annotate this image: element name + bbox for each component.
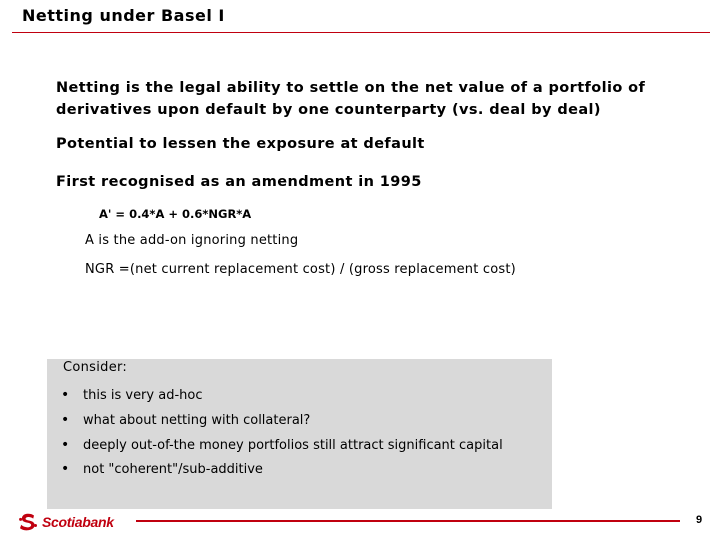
bullet-text: what about netting with collateral? [83,412,311,428]
consider-bullet [61,387,202,403]
title-divider [12,32,710,33]
brand-name: Scotiabank [42,514,114,530]
paragraph-exposure: Potential to lessen the exposure at default [56,136,425,152]
consider-box [47,359,552,509]
page-number: 9 [696,514,703,526]
bullet-icon: • [61,387,70,403]
footer-divider [136,520,680,522]
paragraph-amendment: First recognised as an amendment in 1995 [56,174,422,190]
bullet-icon: • [61,437,70,453]
bullet-icon: • [61,461,70,477]
paragraph-netting-definition: Netting is the legal ability to settle on the net value of a portfolio of derivatives upon default by one counterparty (vs. deal by deal) [56,80,646,118]
definition-a: A is the add-on ignoring netting [85,233,299,248]
consider-title: Consider: [63,360,128,375]
bullet-icon: • [61,412,70,428]
bullet-text: not "coherent"/sub-additive [83,461,263,477]
consider-bullet [61,412,310,428]
consider-bullet [61,461,263,477]
scotiabank-logo [17,511,114,533]
scotiabank-s-icon [17,511,39,533]
bullet-text: this is very ad-hoc [83,387,203,403]
definition-ngr: NGR =(net current replacement cost) / (gross replacement cost) [85,262,516,277]
slide-title: Netting under Basel I [22,6,225,25]
formula: A' = 0.4*A + 0.6*NGR*A [99,207,252,221]
consider-bullet [61,437,503,453]
bullet-text: deeply out-of-the money portfolios still attract significant capital [83,437,503,453]
